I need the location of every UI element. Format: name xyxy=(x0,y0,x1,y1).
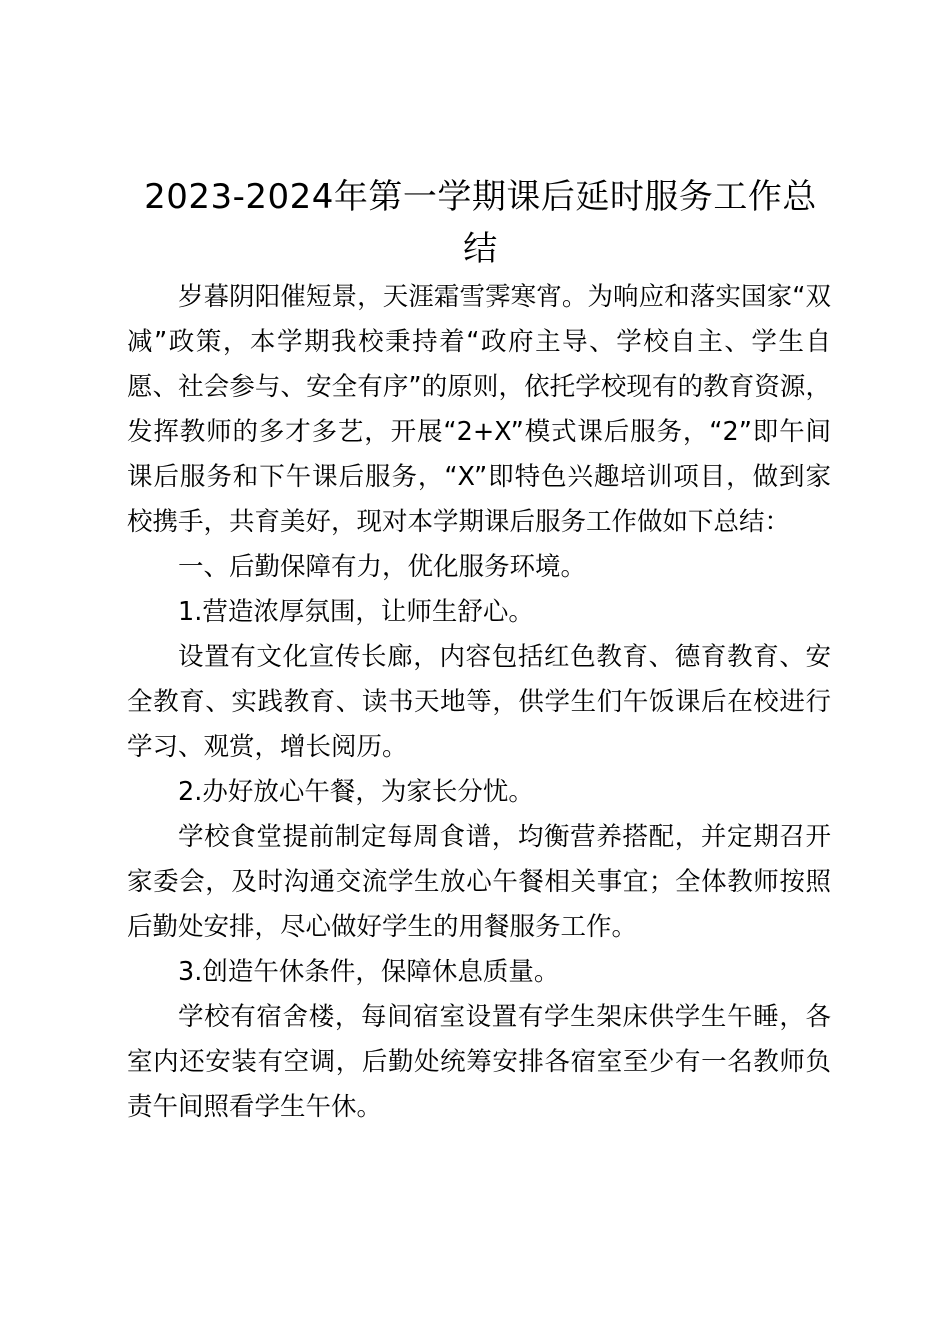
paragraph-culture: 设置有文化宣传长廊，内容包括红色教育、德育教育、安全教育、实践教育、读书天地等，供学生们午饭课后在校进行学习、观赏，增长阅历。 xyxy=(127,642,831,762)
paragraph-intro: 岁暮阴阳催短景，天涯霜雪霁寒宵。为响应和落实国家“双减”政策，本学期我校秉持着“政府主导、学校自主、学生自愿、社会参与、安全有序”的原则，依托学校现有的教育资源，发挥教师的多才多艺，开展“2+X”模式课后服务，“2”即午间课后服务和下午课后服务，“X”即特色兴趣培训项目，做到家校携手，共育美好，现对本学期课后服务工作做如下总结： xyxy=(127,282,831,537)
paragraph-nap: 学校有宿舍楼，每间宿室设置有学生架床供学生午睡，各室内还安装有空调，后勤处统筹安排各宿室至少有一名教师负责午间照看学生午休。 xyxy=(127,1002,831,1122)
document-title: 2023-2024年第一学期课后延时服务工作总结 xyxy=(144,177,817,269)
subheading-2: 2.办好放心午餐，为家长分忧。 xyxy=(178,777,534,807)
subheading-3: 3.创造午休条件，保障休息质量。 xyxy=(178,957,560,987)
paragraph-lunch: 学校食堂提前制定每周食谱，均衡营养搭配，并定期召开家委会，及时沟通交流学生放心午餐相关事宜；全体教师按照后勤处安排，尽心做好学生的用餐服务工作。 xyxy=(127,822,831,942)
section-heading-1: 一、后勤保障有力，优化服务环境。 xyxy=(178,552,587,582)
document-body xyxy=(127,275,831,1130)
subheading-1: 1.营造浓厚氛围，让师生舒心。 xyxy=(178,597,534,627)
